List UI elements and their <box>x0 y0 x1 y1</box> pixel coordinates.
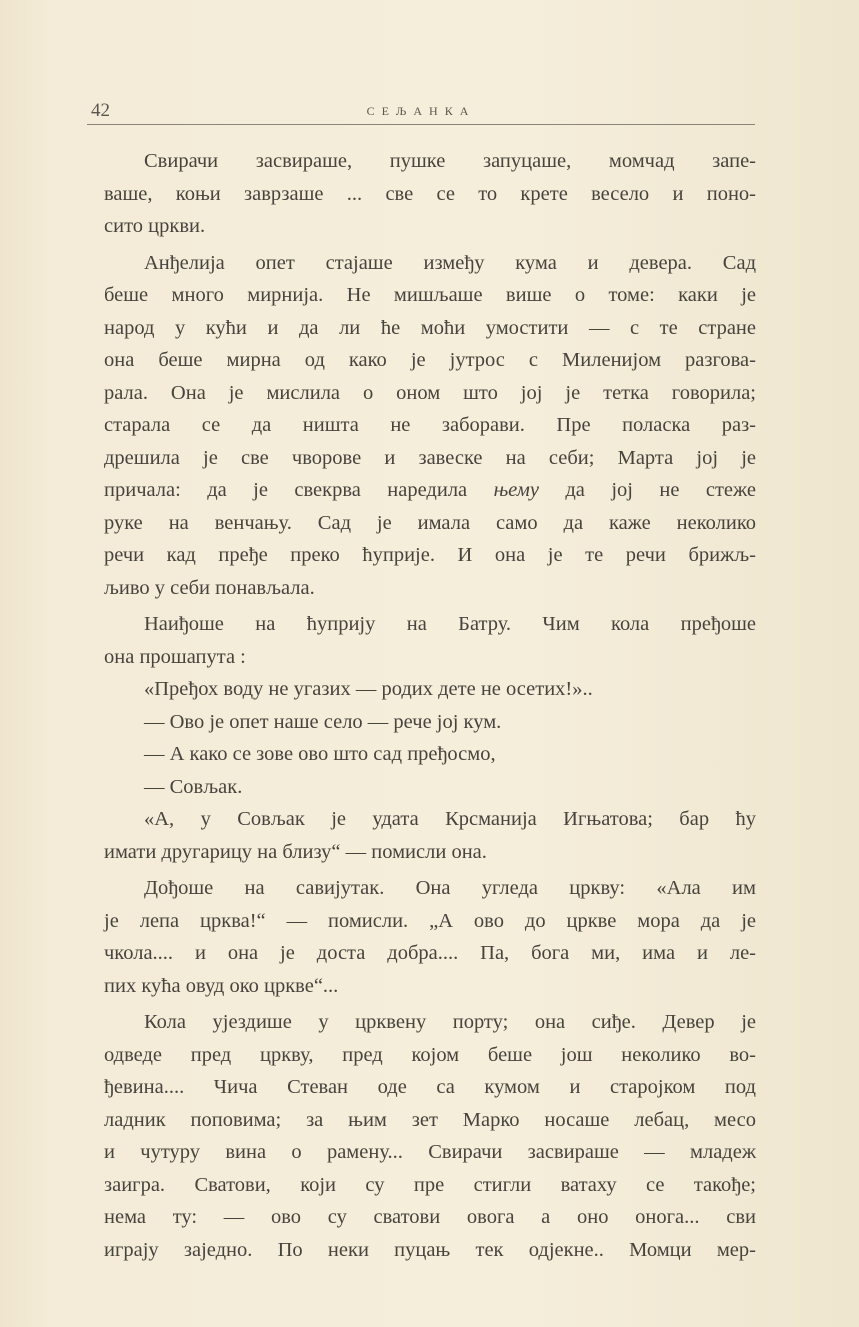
page-number: 42 <box>91 100 110 121</box>
text-line: ладник поповима; за њим зет Марко носаше лебац, месо <box>104 1108 756 1131</box>
text-line: Свирачи засвираше, пушке запуцаше, момчад запе- <box>144 150 756 172</box>
text-line: рала. Она је мислила о оном што јој је тетка говорила; <box>104 381 756 404</box>
text-line-with-emphasis <box>104 474 756 507</box>
text-line: речи кад пређе преко ћуприје. И она је те речи брижљ- <box>104 544 756 566</box>
text-line: она беше мирна од како је јутрос с Миленијом разгова- <box>104 349 756 371</box>
text-line: одведе пред цркву, пред којом беше још неколико во- <box>104 1043 756 1066</box>
text-line: је лепа црква!“ — помисли. „А ово до цркве мора да је <box>104 909 756 932</box>
text-line: ваше, коњи заврзаше ... све се то крете весело и поно- <box>104 182 756 205</box>
page-header <box>87 98 755 125</box>
text-line: — Совљак. <box>144 775 243 798</box>
text-line: Анђелија опет стајаше између кума и девера. Сад <box>144 251 756 274</box>
text-line: дрешила је све чворове и завеске на себи; Марта јој је <box>104 446 756 469</box>
text-line: играју заједно. По неки пуцањ тек одјекне.. Момци мер- <box>104 1238 756 1261</box>
text-line: народ у кући и да ли ће моћи умостити — с те стране <box>104 316 756 339</box>
emphasized-word: њему <box>493 479 539 501</box>
text-line: «Пређох воду не угазих — родих дете не осетих!».. <box>144 678 593 700</box>
text-line: она прошапута : <box>104 645 246 668</box>
text-segment: да јој не стеже <box>538 479 757 501</box>
text-line: љиво у себи понављала. <box>104 576 315 599</box>
text-line: Наиђоше на ћуприју на Батру. Чим кола пређоше <box>144 613 756 635</box>
text-line: «А, у Совљак је удата Крсманија Игњатова; бар ћу <box>144 808 756 830</box>
text-line: Кола ујездише у црквену порту; она сиђе. Девер је <box>144 1011 756 1033</box>
text-line: — А како се зове ово што сад пређосмо, <box>144 743 496 765</box>
text-line: чкола.... и она је доста добра.... Па, бога ми, има и ле- <box>104 942 756 964</box>
text-line: старала се да ништа не заборави. Пре поласка раз- <box>104 414 756 436</box>
text-segment: причала: да је свекрва наредила <box>104 479 494 501</box>
text-line: имати другарицу на близу“ — помисли она. <box>104 840 487 863</box>
text-line: пих кућа овуд око цркве“... <box>104 974 339 997</box>
text-line: сито цркви. <box>104 215 206 237</box>
text-line: руке на венчању. Сад је имала само да каже неколико <box>104 511 756 534</box>
running-title: СЕЉАНКА <box>366 104 476 118</box>
text-line: нема ту: — ово су сватови овога а оно онога... сви <box>104 1206 756 1228</box>
text-line: Дођоше на савијутак. Она угледа цркву: «Ала им <box>144 877 756 899</box>
text-line: беше много мирнија. Не мишљаше више о томе: каки је <box>104 284 756 306</box>
text-line: ђевина.... Чича Стеван оде са кумом и старојком под <box>104 1076 756 1098</box>
text-line: и чутуру вина о рамену... Свирачи засвираше — младеж <box>104 1141 756 1163</box>
text-line: заигра. Сватови, који су пре стигли ватаху се такође; <box>104 1173 756 1196</box>
text-line: — Ово је опет наше село — рече јој кум. <box>144 710 502 733</box>
body-text <box>104 145 756 1266</box>
